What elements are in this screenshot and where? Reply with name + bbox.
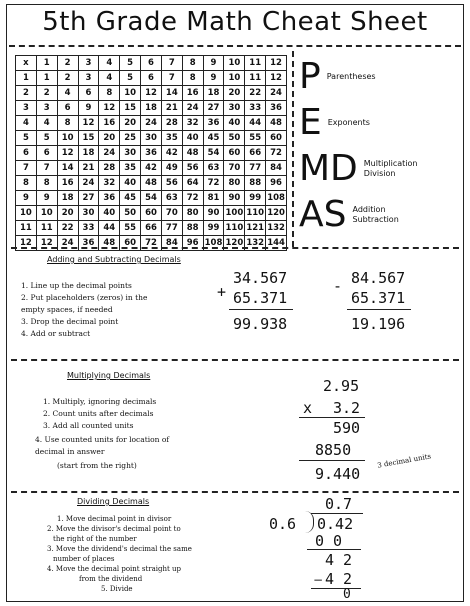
table-cell: 99 [245,191,266,206]
division-bar [311,513,363,514]
table-header-cell: 6 [141,56,162,71]
table-cell: 30 [78,206,99,221]
subtract-line [307,549,361,550]
table-cell: 12 [266,71,287,86]
table-cell: 72 [203,176,224,191]
table-cell: 33 [245,101,266,116]
table-row [16,146,287,161]
table-cell: 7 [36,161,57,176]
add-operator: + [217,283,227,301]
table-cell: 9 [203,71,224,86]
table-cell: 108 [266,191,287,206]
table-cell: 36 [203,116,224,131]
step-text: 1. Move decimal point in divisor [57,515,172,523]
table-cell: 9 [78,101,99,116]
table-cell: 20 [224,86,245,101]
table-cell: 72 [182,191,203,206]
mult-bottom-number: 3.2 [333,399,361,417]
table-header-cell: 9 [203,56,224,71]
subtract-line [311,588,361,589]
table-header-cell: 7 [161,56,182,71]
step-text: empty spaces, if needed [21,305,113,314]
table-cell: 72 [141,236,162,251]
table-cell: 84 [266,161,287,176]
step-text: decimal in answer [35,447,105,456]
table-cell: 84 [161,236,182,251]
table-cell: 21 [78,161,99,176]
table-cell: 66 [245,146,266,161]
table-cell: 132 [245,236,266,251]
pemdas-letter: E [299,102,322,143]
table-cell: 2 [57,71,78,86]
table-cell: 16 [182,86,203,101]
table-cell: 54 [203,146,224,161]
table-cell: 14 [161,86,182,101]
pemdas-word: Subtraction [352,215,399,224]
table-header-cell: 12 [266,56,287,71]
table-cell: 5 [16,131,37,146]
mult-top-number: 2.95 [323,377,360,395]
section-title: Dividing Decimals [77,497,150,506]
section-divider [11,247,459,249]
table-cell: 40 [182,131,203,146]
add-bottom-number: 65.371 [233,289,288,307]
table-cell: 35 [120,161,141,176]
table-cell: 20 [99,131,120,146]
table-cell: 108 [203,236,224,251]
table-cell: 11 [36,221,57,236]
mult-partial-2: 8850 [315,441,352,459]
table-cell: 132 [266,221,287,236]
table-row [16,161,287,176]
pemdas-letter: P [299,56,321,97]
mult-operator: x [303,399,313,417]
step-text: number of places [53,555,115,563]
section-divider [11,491,459,493]
pemdas-word: Exponents [327,118,370,127]
table-cell: 40 [120,176,141,191]
pemdas-as [299,194,399,235]
table-cell: 144 [266,236,287,251]
step-text: 2. Count units after decimals [43,409,154,418]
table-cell: 16 [57,176,78,191]
table-row [16,131,287,146]
table-cell: 32 [99,176,120,191]
table-row [16,191,287,206]
table-cell: 44 [99,221,120,236]
table-header-cell: 2 [57,56,78,71]
table-cell: 24 [266,86,287,101]
section-divider [11,359,459,361]
mult-partial-1: 590 [333,419,361,437]
table-cell: 63 [203,161,224,176]
table-cell: 60 [224,146,245,161]
table-cell: 80 [224,176,245,191]
table-cell: 120 [266,206,287,221]
table-row [16,86,287,101]
div-remainder-1: 4 2 [325,551,353,569]
table-cell: 88 [182,221,203,236]
table-cell: 55 [120,221,141,236]
table-cell: 8 [16,176,37,191]
title-divider [9,45,461,47]
page-title: 5th Grade Math Cheat Sheet [42,7,428,37]
table-cell: 80 [182,206,203,221]
table-cell: 4 [57,86,78,101]
table-cell: 30 [120,146,141,161]
div-quotient: 0.7 [325,495,353,513]
table-cell: 10 [36,206,57,221]
table-cell: 40 [224,116,245,131]
table-cell: 27 [203,101,224,116]
table-cell: 20 [57,206,78,221]
table-cell: 70 [224,161,245,176]
table-cell: 7 [16,161,37,176]
div-minus-sign: − [313,573,324,587]
table-cell: 36 [78,236,99,251]
table-cell: 96 [182,236,203,251]
table-cell: 30 [224,101,245,116]
table-cell: 24 [78,176,99,191]
table-cell: 10 [224,71,245,86]
table-cell: 36 [99,191,120,206]
table-cell: 8 [182,71,203,86]
table-cell: 56 [161,176,182,191]
table-cell: 6 [78,86,99,101]
table-cell: 32 [182,116,203,131]
table-cell: 77 [161,221,182,236]
pemdas-md [299,148,418,189]
table-cell: 63 [161,191,182,206]
table-cell: 81 [203,191,224,206]
sub-bottom-number: 65.371 [351,289,406,307]
table-cell: 18 [78,146,99,161]
pemdas-word-group [352,205,398,225]
table-cell: 6 [36,146,57,161]
decimal-note: 3 decimal units [376,452,432,470]
table-cell: 8 [99,86,120,101]
table-cell: 4 [36,116,57,131]
table-cell: 3 [78,71,99,86]
table-cell: 15 [78,131,99,146]
table-cell: 12 [99,101,120,116]
pemdas-word: Multiplication [363,159,418,168]
table-cell: 11 [245,71,266,86]
table-cell: 24 [141,116,162,131]
sum-line [229,309,293,310]
table-cell: 10 [120,86,141,101]
step-text: from the dividend [79,575,143,583]
table-cell: 4 [16,116,37,131]
table-cell: 5 [120,71,141,86]
table-cell: 9 [16,191,37,206]
table-cell: 48 [99,236,120,251]
table-cell: 20 [120,116,141,131]
table-cell: 7 [161,71,182,86]
step-text: 4. Add or subtract [21,329,91,338]
table-cell: 56 [182,161,203,176]
step-text: 3. Add all counted units [43,421,134,430]
multiplication-table [15,55,287,251]
table-cell: 4 [99,71,120,86]
table-cell: 77 [245,161,266,176]
pemdas-word: Division [363,169,396,178]
table-header-cell: 3 [78,56,99,71]
table-row [16,101,287,116]
table-cell: 14 [57,161,78,176]
table-cell: 6 [141,71,162,86]
table-cell: 18 [57,191,78,206]
div-divisor: 0.6 [269,515,297,533]
pemdas-word: Addition [352,205,386,214]
table-cell: 12 [141,86,162,101]
table-cell: 40 [99,206,120,221]
table-cell: 60 [120,236,141,251]
table-header-row [16,56,287,71]
table-header-cell: 5 [120,56,141,71]
pemdas-word-group [364,159,418,179]
table-cell: 49 [161,161,182,176]
mult-result: 9.440 [315,465,361,483]
table-cell: 12 [16,236,37,251]
sub-result: 19.196 [351,315,406,333]
table-cell: 48 [266,116,287,131]
table-cell: 2 [16,86,37,101]
cheat-sheet [6,4,464,602]
table-cell: 12 [78,116,99,131]
table-cell: 99 [203,221,224,236]
table-cell: 120 [224,236,245,251]
table-cell: 25 [120,131,141,146]
difference-line [347,309,411,310]
table-cell: 54 [141,191,162,206]
table-cell: 60 [266,131,287,146]
div-subtract-2: 4 2 [325,570,353,588]
table-cell: 72 [266,146,287,161]
division-bracket [305,511,314,533]
table-cell: 50 [120,206,141,221]
step-text: 1. Multiply, ignoring decimals [43,397,157,406]
add-result: 99.938 [233,315,288,333]
table-cell: 90 [203,206,224,221]
sub-top-number: 84.567 [351,269,406,287]
table-cell: 48 [182,146,203,161]
table-header-cell: 8 [182,56,203,71]
table-cell: 12 [36,236,57,251]
table-cell: 45 [120,191,141,206]
table-cell: 36 [141,146,162,161]
table-cell: 10 [16,206,37,221]
table-cell: 24 [182,101,203,116]
table-cell: 24 [99,146,120,161]
table-cell: 44 [245,116,266,131]
table-cell: 60 [141,206,162,221]
table-header-cell: 1 [36,56,57,71]
table-cell: 1 [16,71,37,86]
table-cell: 48 [141,176,162,191]
table-cell: 16 [99,116,120,131]
pemdas-letter: MD [299,148,358,189]
table-cell: 66 [141,221,162,236]
table-cell: 28 [161,116,182,131]
div-final: 0 [343,587,351,602]
table-cell: 42 [161,146,182,161]
table-cell: 45 [203,131,224,146]
table-cell: 18 [141,101,162,116]
step-text: 2. Move the divisor's decimal point to [47,525,181,533]
table-cell: 35 [161,131,182,146]
pemdas-letter: AS [299,194,347,235]
sub-operator: - [333,277,343,295]
add-top-number: 34.567 [233,269,288,287]
step-text: (start from the right) [57,461,137,470]
table-cell: 5 [36,131,57,146]
table-cell: 18 [203,86,224,101]
table-cell: 22 [57,221,78,236]
step-text: 2. Put placeholders (zeros) in the [21,293,148,302]
table-header-cell: 11 [245,56,266,71]
table-cell: 2 [36,86,57,101]
table-cell: 21 [161,101,182,116]
table-cell: 30 [141,131,162,146]
step-text: 5. Divide [101,585,133,593]
table-cell: 33 [78,221,99,236]
section-title: Adding and Subtracting Decimals [47,255,181,264]
table-cell: 8 [57,116,78,131]
table-row [16,176,287,191]
table-cell: 90 [224,191,245,206]
table-row [16,116,287,131]
product-line [299,417,365,418]
table-cell: 42 [141,161,162,176]
step-text: the right of the number [53,535,137,543]
table-header-cell: x [16,56,37,71]
table-cell: 50 [224,131,245,146]
table-cell: 28 [99,161,120,176]
table-cell: 6 [57,101,78,116]
vertical-divider [292,51,294,247]
step-text: 1. Line up the decimal points [21,281,132,290]
div-dividend: 0.42 [317,515,354,533]
step-text: 4. Move the decimal point straight up [47,565,182,573]
table-cell: 121 [245,221,266,236]
table-header-cell: 4 [99,56,120,71]
div-subtract-1: 0 0 [315,532,343,550]
table-cell: 110 [245,206,266,221]
table-cell: 12 [57,146,78,161]
table-header-cell: 10 [224,56,245,71]
table-cell: 22 [245,86,266,101]
table-cell: 96 [266,176,287,191]
table-cell: 3 [36,101,57,116]
product-line [299,460,365,461]
table-cell: 11 [16,221,37,236]
table-cell: 70 [161,206,182,221]
table-row [16,221,287,236]
table-cell: 9 [36,191,57,206]
section-title: Multiplying Decimals [67,371,151,380]
pemdas-word: Parentheses [326,72,376,81]
step-text: 3. Drop the decimal point [21,317,119,326]
table-cell: 10 [57,131,78,146]
table-cell: 64 [182,176,203,191]
table-cell: 27 [78,191,99,206]
table-cell: 6 [16,146,37,161]
table-cell: 24 [57,236,78,251]
table-cell: 88 [245,176,266,191]
step-text: 3. Move the dividend's decimal the same [47,545,192,553]
table-cell: 3 [16,101,37,116]
table-cell: 15 [120,101,141,116]
table-cell: 1 [36,71,57,86]
table-cell: 110 [224,221,245,236]
table-cell: 55 [245,131,266,146]
pemdas-p [299,56,376,97]
table-cell: 8 [36,176,57,191]
step-text: 4. Use counted units for location of [35,435,170,444]
table-cell: 100 [224,206,245,221]
table-row [16,71,287,86]
table-cell: 36 [266,101,287,116]
table-row [16,206,287,221]
pemdas-e [299,102,370,143]
